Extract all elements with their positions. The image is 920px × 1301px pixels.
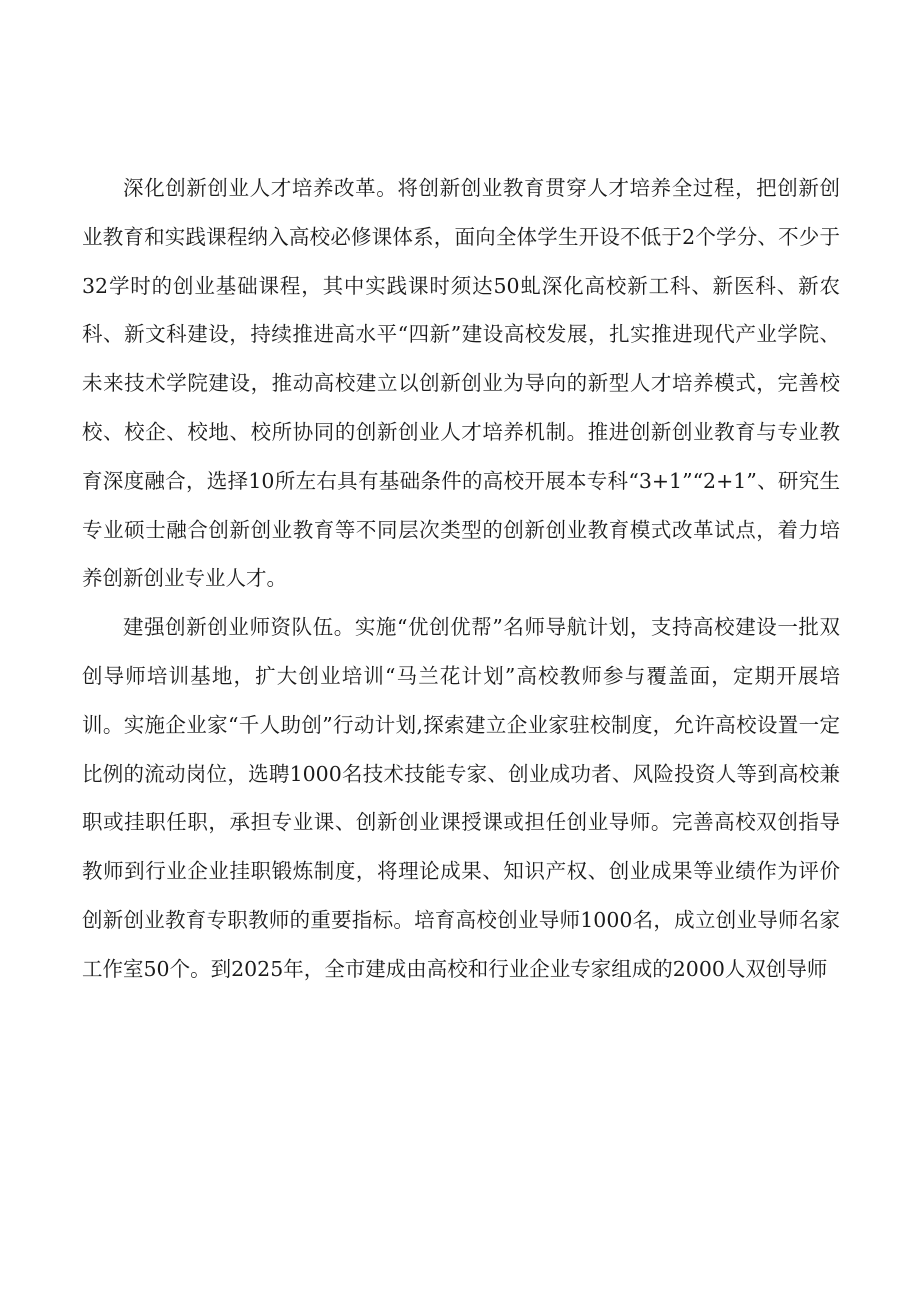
paragraph-talent-cultivation-reform: 深化创新创业人才培养改革。将创新创业教育贯穿人才培养全过程，把创新创业教育和实践课程纳入高校必修课体系，面向全体学生开设不低于2个学分、不少于32学时的创业基础课程，其中实践课时须达50虬深化高校新工科、新医科、新农科、新文科建设，持续推进高水平“四新”建设高校发展，扎实推进现代产业学院、未来技术学院建设，推动高校建立以创新创业为导向的新型人才培养模式，完善校校、校企、校地、校所协同的创新创业人才培养机制。推进创新创业教育与专业教育深度融合，选择10所左右具有基础条件的高校开展本专科“3+1”“2+1”、研究生专业硕士融合创新创业教育等不同层次类型的创新创业教育模式改革试点，着力培养创新创业专业人才。	[82, 176, 840, 591]
document-body	[82, 164, 840, 994]
paragraph-faculty-team-building: 建强创新创业师资队伍。实施“优创优帮”名师导航计划，支持高校建设一批双创导师培训基地，扩大创业培训“马兰花计划”高校教师参与覆盖面，定期开展培训。实施企业家“千人助创”行动计划,探索建立企业家驻校制度，允许高校设置一定比例的流动岗位，选聘1000名技术技能专家、创业成功者、风险投资人等到高校兼职或挂职任职，承担专业课、创新创业课授课或担任创业导师。完善高校双创指导教师到行业企业挂职锻炼制度，将理论成果、知识产权、创业成果等业绩作为评价创新创业教育专职教师的重要指标。培育高校创业导师1000名，成立创业导师名家工作室50个。到2025年，全市建成由高校和行业企业专家组成的2000人双创导师	[82, 615, 840, 981]
